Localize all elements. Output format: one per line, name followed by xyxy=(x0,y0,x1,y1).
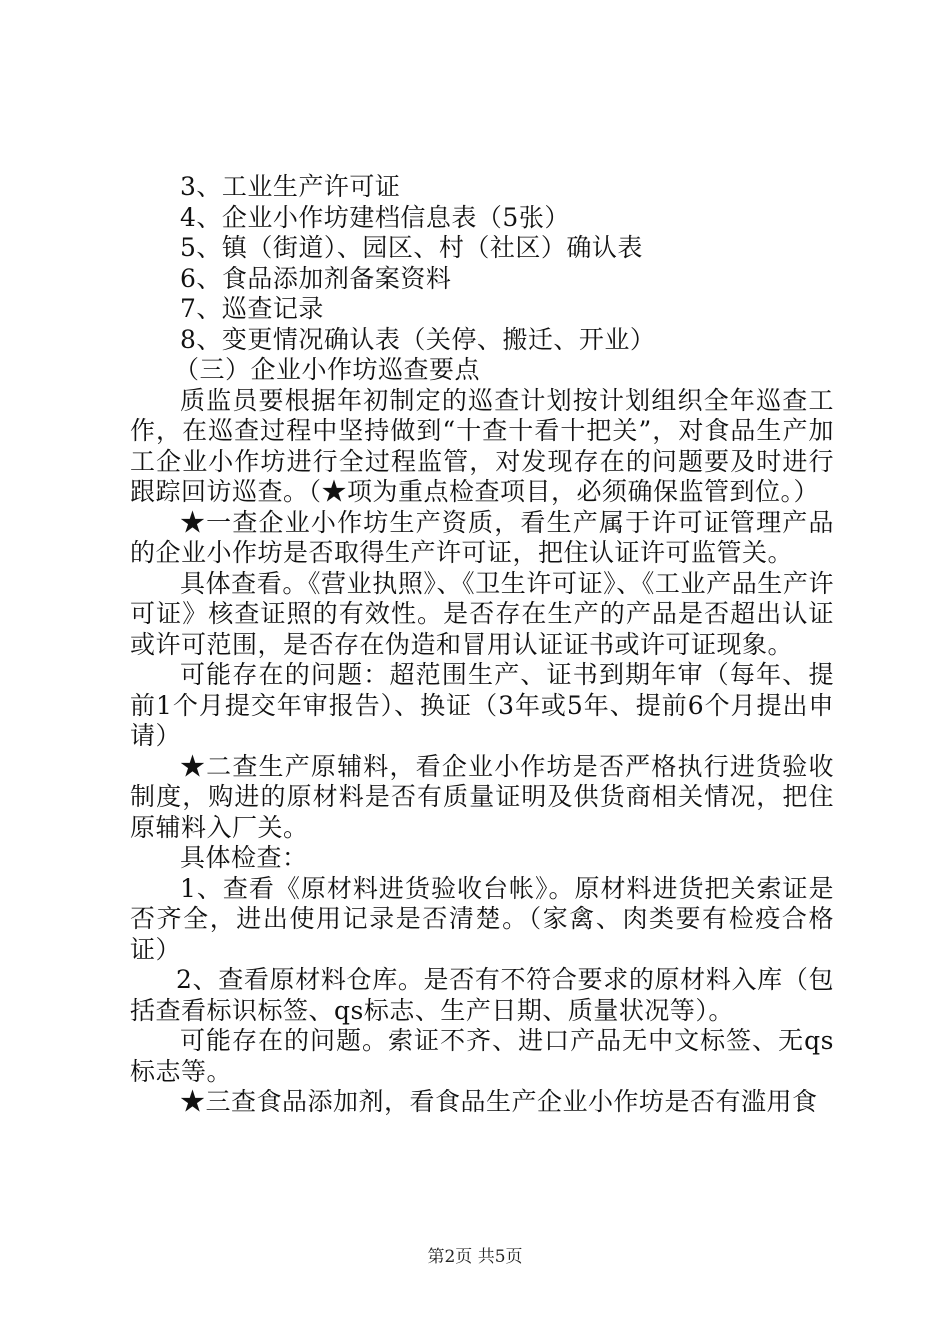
paragraph: 可能存在的问题：超范围生产、证书到期年审（每年、提前1个月提交年审报告）、换证（3年或5年、提前6个月提出申请） xyxy=(130,660,834,750)
paragraph: ★二查生产原辅料，看企业小作坊是否严格执行进货验收制度，购进的原材料是否有质量证明及供货商相关情况，把住原辅料入厂关。 xyxy=(130,751,834,842)
paragraph: 具体查看。《营业执照》、《卫生许可证》、《工业产品生产许可证》核查证照的有效性。是否存在生产的产品是否超出认证或许可范围，是否存在伪造和冒用认证证书或许可证现象。 xyxy=(130,568,834,659)
document-body xyxy=(130,172,834,1118)
page-number-footer: 第2页 共5页 xyxy=(427,1247,523,1267)
paragraph: 7、巡查记录 xyxy=(180,294,324,323)
paragraph: 3、工业生产许可证 xyxy=(180,172,401,201)
paragraph: 1、查看《原材料进货验收台帐》。原材料进货把关索证是否齐全，进出使用记录是否清楚。（家禽、肉类要有检疫合格证） xyxy=(130,873,834,964)
paragraph: ★一查企业小作坊生产资质，看生产属于许可证管理产品的企业小作坊是否取得生产许可证，把住认证许可监管关。 xyxy=(130,507,834,567)
paragraph: 2、查看原材料仓库。是否有不符合要求的原材料入库（包括查看标识标签、qs标志、生产日期、质量状况等）。 xyxy=(130,965,834,1025)
paragraph: 4、企业小作坊建档信息表（5张） xyxy=(180,202,570,232)
paragraph: ★三查食品添加剂，看食品生产企业小作坊是否有滥用食 xyxy=(180,1087,818,1116)
paragraph: 具体检查： xyxy=(180,843,308,872)
paragraph: 6、食品添加剂备案资料 xyxy=(180,263,452,293)
paragraph: 可能存在的问题。索证不齐、进口产品无中文标签、无qs标志等。 xyxy=(130,1026,834,1086)
paragraph: 5、镇（街道）、园区、村（社区）确认表 xyxy=(180,233,643,262)
section-heading: （三）企业小作坊巡查要点 xyxy=(174,355,481,384)
paragraph: 8、变更情况确认表（关停、搬迁、开业） xyxy=(180,324,656,354)
paragraph: 质监员要根据年初制定的巡查计划按计划组织全年巡查工作，在巡查过程中坚持做到“十查十看十把关”，对食品生产加工企业小作坊进行全过程监管，对发现存在的问题要及时进行跟踪回访巡查。（★项为重点检查项目，必须确保监管到位。） xyxy=(130,385,834,506)
